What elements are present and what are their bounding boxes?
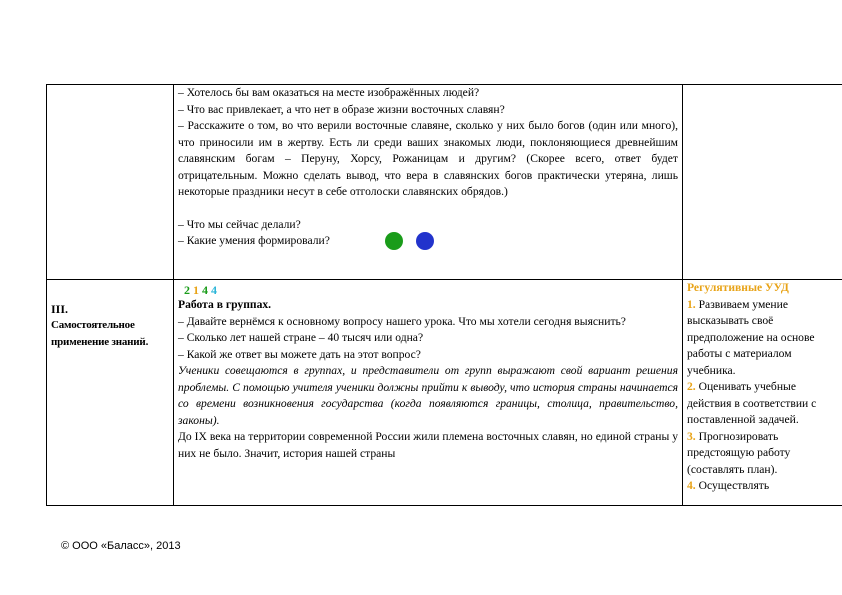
uud-item — [687, 478, 839, 495]
task-number: 1 — [193, 283, 199, 297]
task-number: 4 — [211, 283, 217, 297]
uud-cell — [683, 280, 842, 506]
uud-item — [687, 297, 839, 380]
body-text: До IX века на территории современной России жили племена восточных славян, но единой страны у них не было. Значит, история нашей страны — [178, 430, 678, 460]
stage-cell — [47, 280, 174, 506]
question-line: – Давайте вернёмся к основному вопросу нашего урока. Что мы хотели сегодня выяснить? — [178, 314, 626, 328]
green-dot-icon — [385, 232, 403, 250]
copyright-footer: © ООО «Баласс», 2013 — [61, 540, 181, 552]
question-line: – Какие умения формировали? — [178, 234, 330, 247]
uud-item-number: 2. — [687, 380, 696, 393]
activity-heading: Работа в группах. — [178, 298, 272, 311]
teacher-note: Ученики совещаются в группах, и представители от групп выражают свой вариант решения проблемы. С помощью учителя ученики должны прийти к выводу, что история страны начинается со времени возникновения государства (когда появляются границы, столица, правительство, законы). — [178, 364, 678, 427]
uud-title: Регулятивные УУД — [687, 281, 789, 294]
task-number: 4 — [202, 283, 208, 297]
uud-item-text: Осуществлять — [698, 479, 770, 492]
uud-item-number: 4. — [687, 479, 696, 492]
uud-item — [687, 429, 839, 479]
table-row — [47, 280, 842, 506]
stage-cell-empty — [47, 85, 174, 280]
uud-item — [687, 379, 839, 429]
question-line: – Какой же ответ вы можете дать на этот вопрос? — [178, 347, 421, 361]
task-numbers — [178, 282, 678, 298]
uud-cell-empty — [683, 85, 842, 280]
question-line: – Что вас привлекает, а что нет в образе жизни восточных славян? — [178, 102, 505, 116]
question-line: – Что мы сейчас делали? — [178, 217, 301, 231]
uud-item-number: 1. — [687, 297, 696, 311]
table-row — [47, 85, 842, 280]
uud-item-number: 3. — [687, 429, 696, 443]
question-line-with-dots — [178, 233, 678, 250]
stage-title: Самостоятельное применение знаний. — [51, 319, 149, 348]
uud-item-text: Оценивать учебные действия в соответствии с поставленной задачей. — [687, 380, 817, 426]
activity-cell — [174, 280, 683, 506]
question-line: – Хотелось бы вам оказаться на месте изображённых людей? — [178, 86, 480, 99]
uud-item-text: Прогнозировать предстоящую работу (составлять план). — [687, 429, 791, 476]
task-number: 2 — [184, 283, 190, 297]
question-paragraph: – Расскажите о том, во что верили восточные славяне, сколько у них было богов (один или много), что приносили им в жертву. Есть ли среди ваших знакомых люди, поклоняющиеся древнейшим славянским богам – Перуну, Хорсу, Рожаницам и другим? (Скорее всего, ответ будет отрицательным. Можно сделать вывод, что вера в славянских богов практически утеряна, лишь некоторые праздники несут в себе отголоски славянских обрядов.) — [178, 119, 678, 198]
uud-item-text: Развиваем умение высказывать своё предположение на основе работы с материалом учебника. — [687, 297, 815, 377]
lesson-plan-table — [46, 84, 842, 506]
blue-dot-icon — [416, 232, 434, 250]
stage-number: III. — [51, 302, 69, 316]
activity-cell — [174, 85, 683, 280]
question-line: – Сколько лет нашей стране – 40 тысяч или одна? — [178, 331, 424, 344]
